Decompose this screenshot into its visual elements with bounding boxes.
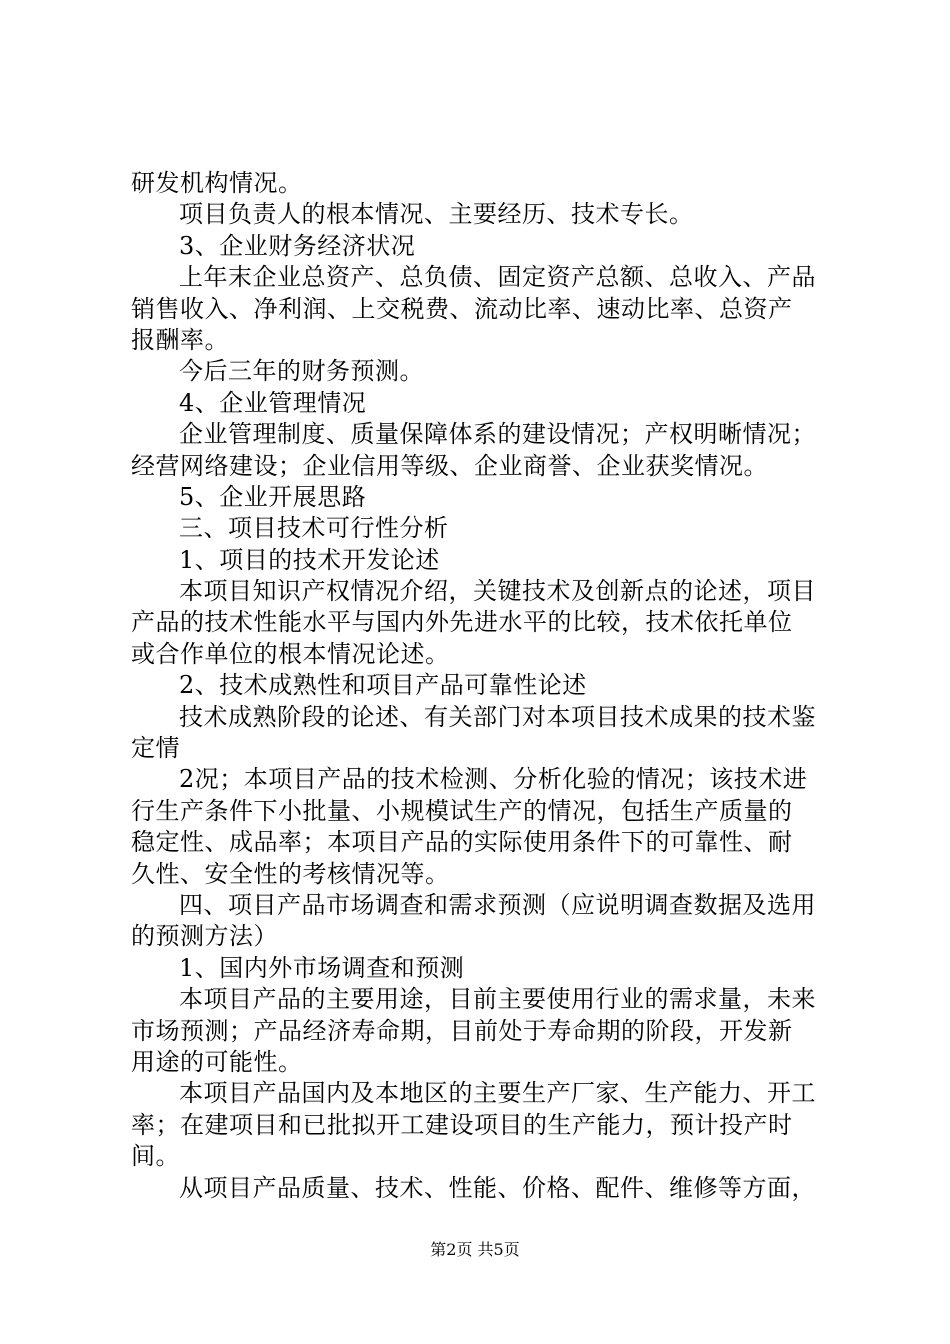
text-line: 研发机构情况。 bbox=[131, 169, 303, 197]
text-line: 用途的可能性。 bbox=[131, 1047, 303, 1076]
section-heading: 5、企业开展思路 bbox=[179, 482, 367, 511]
page-footer bbox=[0, 1240, 950, 1260]
text-line: 定情 bbox=[131, 734, 180, 763]
text-line: 销售收入、净利润、上交税费、流动比率、速动比率、总资产 bbox=[131, 294, 793, 323]
text-line: 本项目知识产权情况介绍，关键技术及创新点的论述，项目 bbox=[179, 577, 816, 606]
text-line: 的预测方法） bbox=[131, 922, 278, 951]
text-line: 或合作单位的根本情况论述。 bbox=[131, 639, 450, 668]
text-line: 项目负责人的根本情况、主要经历、技术专长。 bbox=[179, 200, 694, 229]
text-line: 久性、安全性的考核情况等。 bbox=[131, 859, 450, 888]
text-line: 间。 bbox=[131, 1142, 180, 1171]
text-line: 产品的技术性能水平与国内外先进水平的比较，技术依托单位 bbox=[131, 608, 793, 637]
text-line: 技术成熟阶段的论述、有关部门对本项目技术成果的技术鉴 bbox=[179, 702, 816, 731]
section-heading: 3、企业财务经济状况 bbox=[179, 231, 416, 260]
section-heading: 1、项目的技术开发论述 bbox=[179, 545, 440, 574]
page-number-label: 第2页 共5页 bbox=[430, 1240, 520, 1259]
text-line: 从项目产品质量、技术、性能、价格、配件、维修等方面， bbox=[179, 1173, 816, 1202]
section-heading: 1、国内外市场调查和预测 bbox=[179, 953, 465, 982]
text-line: 率；在建项目和已批拟开工建设项目的生产能力，预计投产时 bbox=[131, 1110, 793, 1139]
text-line: 报酬率。 bbox=[131, 325, 229, 354]
text-line: 本项目产品的主要用途，目前主要使用行业的需求量，未来 bbox=[179, 985, 816, 1014]
section-heading: 四、项目产品市场调查和需求预测（应说明调查数据及选用 bbox=[179, 890, 816, 919]
document-body bbox=[131, 168, 831, 1204]
text-line: 市场预测；产品经济寿命期，目前处于寿命期的阶段，开发新 bbox=[131, 1016, 793, 1045]
section-heading: 4、企业管理情况 bbox=[179, 388, 367, 417]
section-heading: 三、项目技术可行性分析 bbox=[179, 514, 449, 543]
text-line: 2况；本项目产品的技术检测、分析化验的情况；该技术进 bbox=[179, 765, 808, 794]
text-line: 企业管理制度、质量保障体系的建设情况；产权明晰情况； bbox=[179, 420, 816, 449]
section-heading: 2、技术成熟性和项目产品可靠性论述 bbox=[179, 671, 587, 700]
text-line: 行生产条件下小批量、小规模试生产的情况，包括生产质量的 bbox=[131, 796, 793, 825]
text-line: 稳定性、成品率；本项目产品的实际使用条件下的可靠性、耐 bbox=[131, 828, 793, 857]
text-line: 今后三年的财务预测。 bbox=[179, 357, 424, 386]
text-line: 经营网络建设；企业信用等级、企业商誉、企业获奖情况。 bbox=[131, 451, 768, 480]
text-line: 上年末企业总资产、总负债、固定资产总额、总收入、产品 bbox=[179, 263, 816, 292]
text-line: 本项目产品国内及本地区的主要生产厂家、生产能力、开工 bbox=[179, 1079, 816, 1108]
